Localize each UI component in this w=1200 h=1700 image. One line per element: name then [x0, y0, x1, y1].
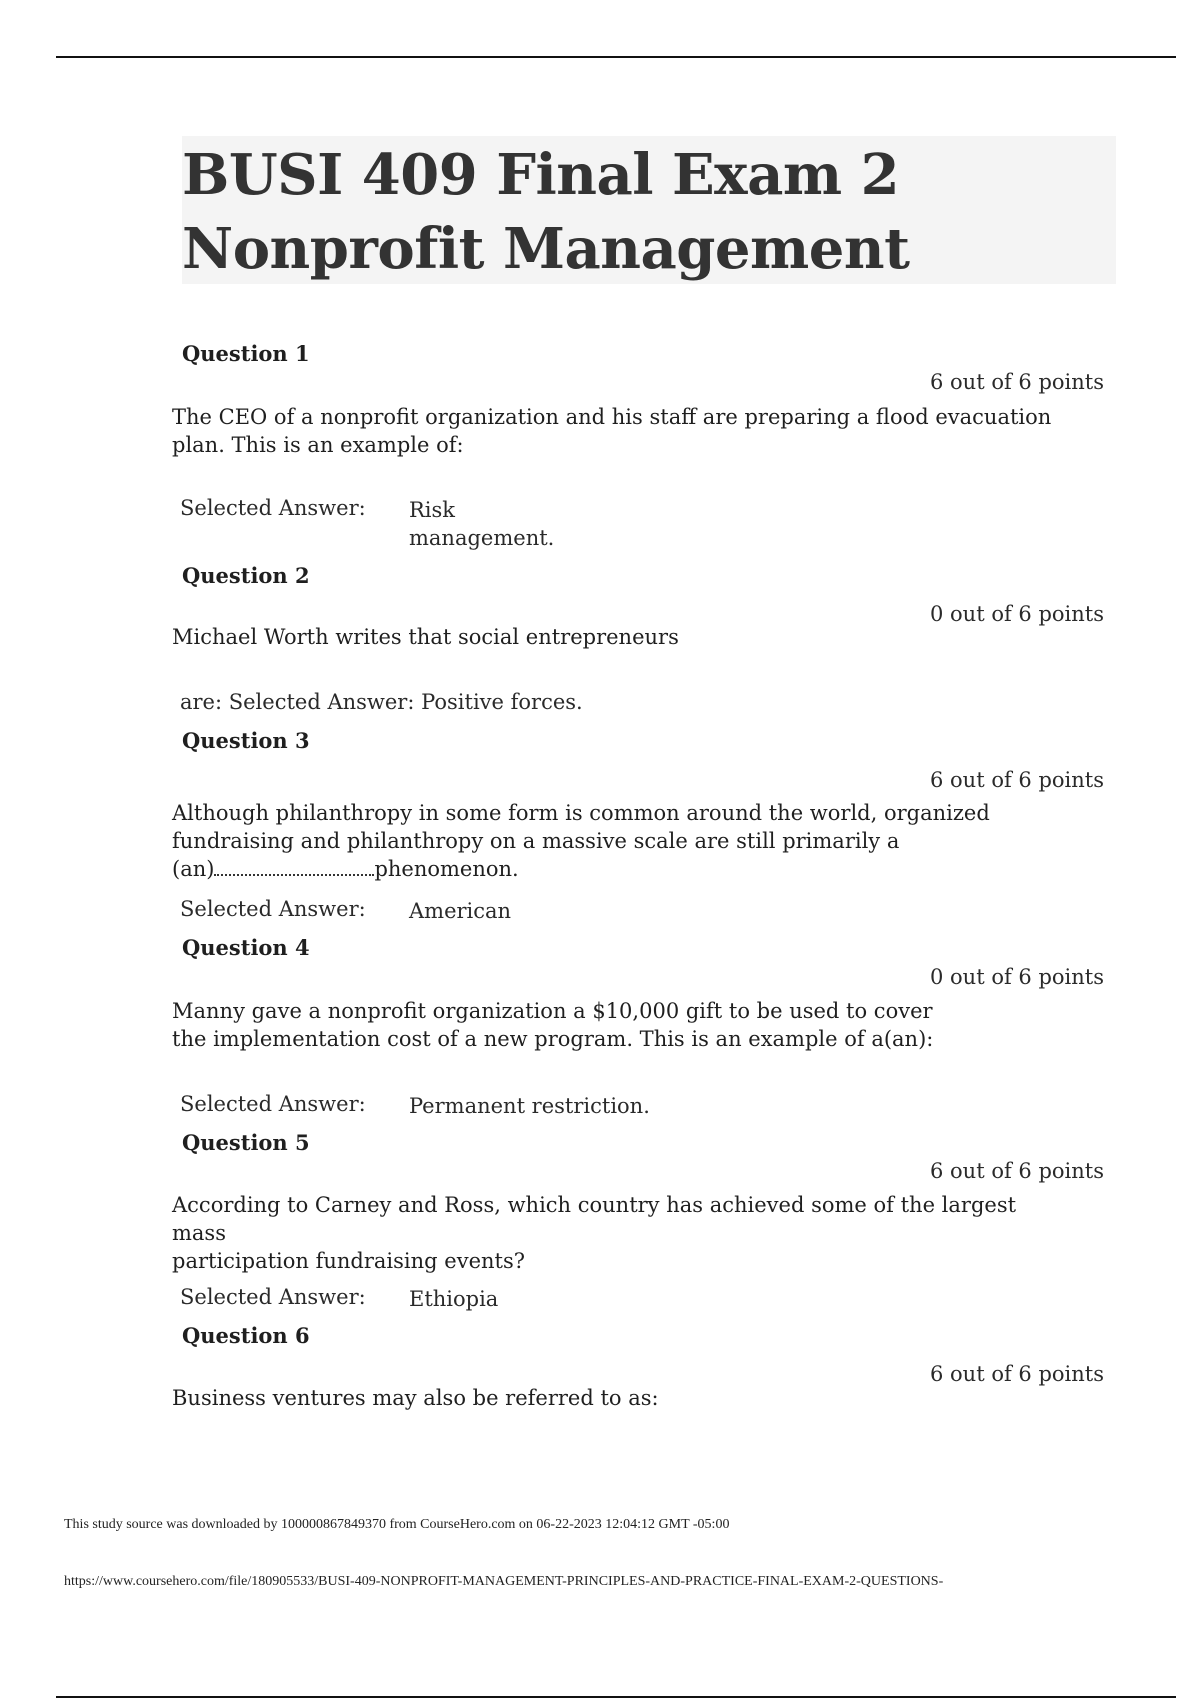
- question-1-text: [172, 403, 1052, 459]
- question-4-heading: Question 4: [182, 935, 310, 960]
- question-1-text-line-2: plan. This is an example of:: [172, 433, 464, 457]
- question-1-answer-line-1: Risk: [409, 498, 456, 522]
- question-3-blank-prefix: (an): [172, 857, 215, 881]
- question-3-answer-label: Selected Answer:: [180, 897, 366, 921]
- question-5-text-line-1: According to Carney and Ross, which country has achieved some of the largest mass: [172, 1193, 1017, 1245]
- question-3-text-line-2: fundraising and philanthropy on a massive scale are still primarily a: [172, 829, 900, 853]
- question-1-answer-label: Selected Answer:: [180, 496, 366, 520]
- question-2-text: Michael Worth writes that social entrepreneurs: [172, 625, 679, 649]
- question-3-text-line-1: Although philanthropy in some form is common around the world, organized: [172, 801, 990, 825]
- question-1-points: 6 out of 6 points: [930, 370, 1104, 394]
- question-5-text-line-2: participation fundraising events?: [172, 1249, 525, 1273]
- title-line-2: Nonprofit Management: [182, 216, 910, 282]
- bottom-rule: [56, 1696, 1176, 1698]
- question-4-answer-label: Selected Answer:: [180, 1092, 366, 1116]
- question-4-points: 0 out of 6 points: [930, 965, 1104, 989]
- question-3-heading: Question 3: [182, 728, 310, 753]
- question-2-heading: Question 2: [182, 563, 310, 588]
- question-5-points: 6 out of 6 points: [930, 1159, 1104, 1183]
- question-5-answer-label: Selected Answer:: [180, 1285, 366, 1309]
- question-3-answer: American: [409, 899, 512, 923]
- question-2-answer: are: Selected Answer: Positive forces.: [180, 690, 583, 714]
- question-4-text: [172, 997, 1052, 1053]
- question-5-answer: Ethiopia: [409, 1287, 499, 1311]
- source-url[interactable]: https://www.coursehero.com/file/180905533/BUSI-409-NONPROFIT-MANAGEMENT-PRINCIPLES-AND-PRACTICE-FINAL-EXAM-2-QUESTIONS-: [64, 1574, 944, 1589]
- question-6-text: Business ventures may also be referred to as:: [172, 1386, 659, 1410]
- question-1-answer: [409, 496, 609, 552]
- top-rule: [56, 56, 1176, 58]
- question-4-answer: Permanent restriction.: [409, 1094, 650, 1118]
- fill-in-blank: [214, 856, 374, 876]
- question-5-heading: Question 5: [182, 1130, 310, 1155]
- question-3-blank-suffix: phenomenon.: [374, 857, 519, 881]
- question-4-text-line-2: the implementation cost of a new program. This is an example of a(an):: [172, 1027, 934, 1051]
- question-3-text-line-3: [172, 855, 1052, 883]
- question-4-text-line-1: Manny gave a nonprofit organization a $10,000 gift to be used to cover: [172, 999, 933, 1023]
- question-6-heading: Question 6: [182, 1323, 310, 1348]
- question-3-points: 6 out of 6 points: [930, 768, 1104, 792]
- question-6-points: 6 out of 6 points: [930, 1362, 1104, 1386]
- download-note: This study source was downloaded by 100000867849370 from CourseHero.com on 06-22-2023 12:04:12 GMT -05:00: [64, 1517, 730, 1532]
- question-1-answer-line-2: management.: [409, 526, 555, 550]
- question-5-text: [172, 1191, 1052, 1275]
- title-line-1: BUSI 409 Final Exam 2: [182, 142, 900, 208]
- question-1-text-line-1: The CEO of a nonprofit organization and his staff are preparing a flood evacuation: [172, 405, 1052, 429]
- question-3-text: [172, 799, 1052, 883]
- question-2-points: 0 out of 6 points: [930, 602, 1104, 626]
- question-1-heading: Question 1: [182, 341, 310, 366]
- document-title: [182, 138, 910, 286]
